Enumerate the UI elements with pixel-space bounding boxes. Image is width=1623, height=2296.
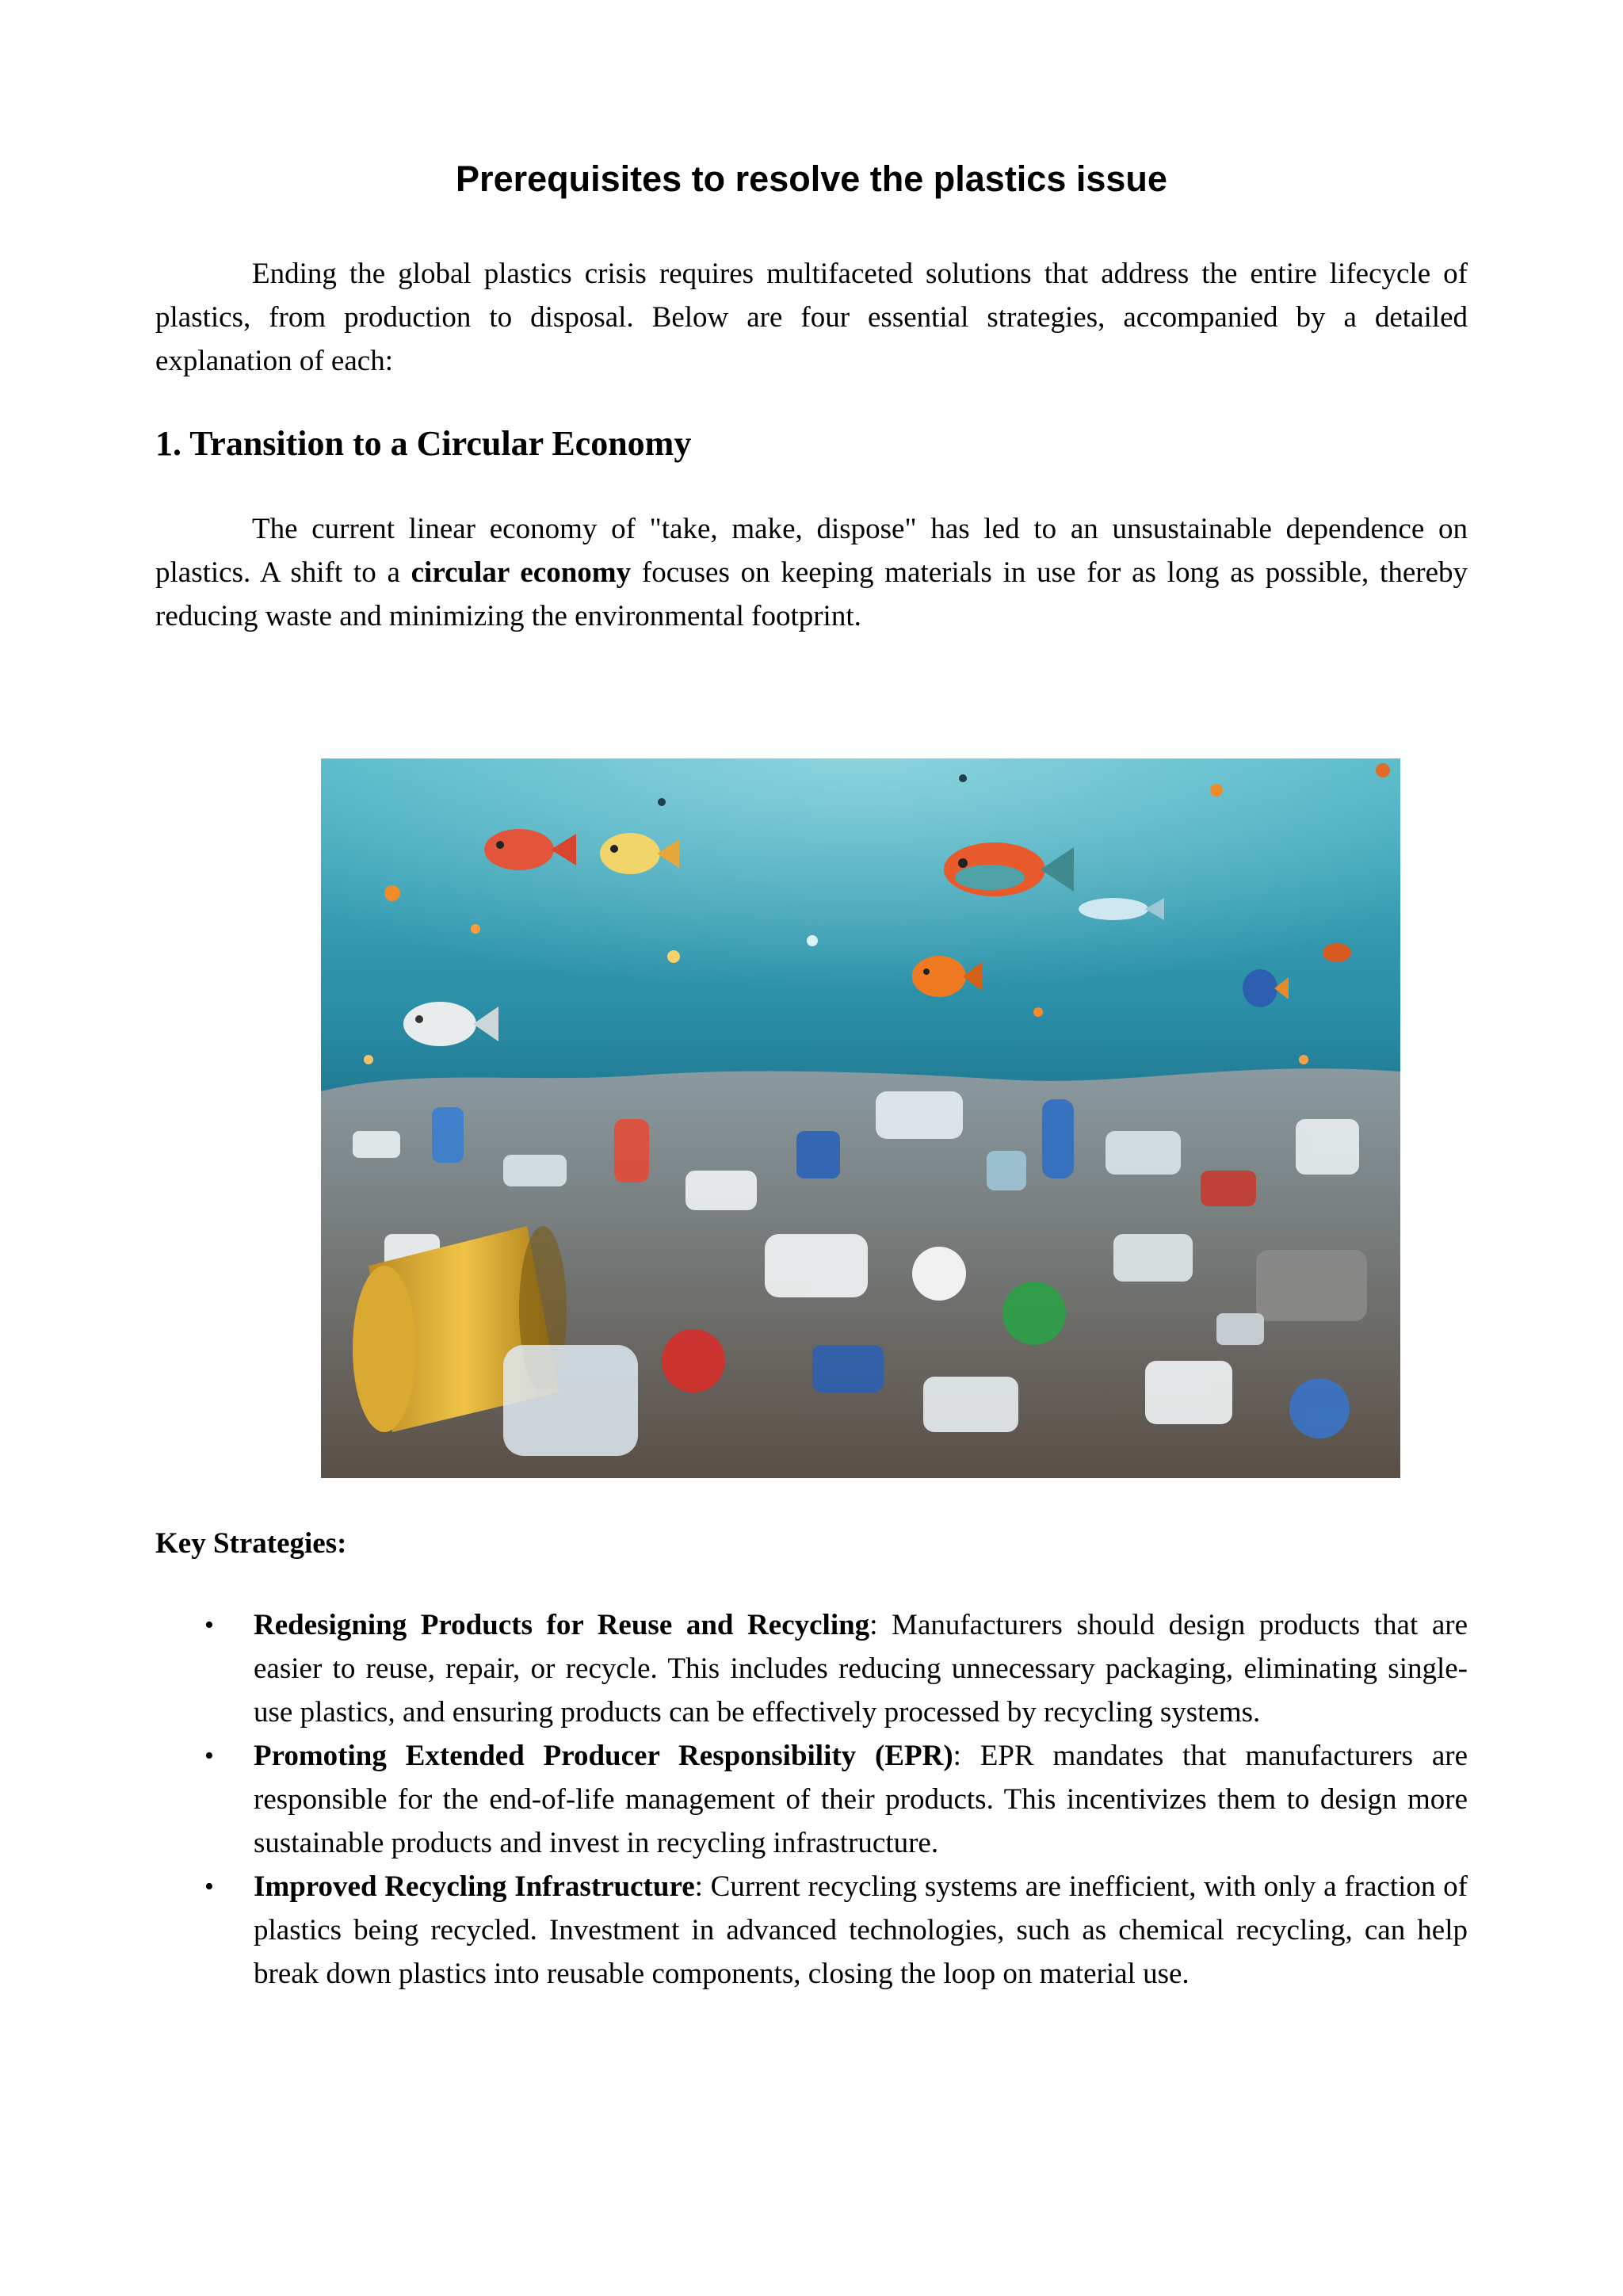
list-item <box>155 1603 1468 1734</box>
plastic-pollution-illustration <box>321 758 1400 1478</box>
list-item <box>155 1734 1468 1865</box>
paragraph-bold-term: circular economy <box>411 556 632 589</box>
section-heading: 1. Transition to a Circular Economy <box>155 424 692 463</box>
strategy-text: : Current recycling systems are inefficient, with only a fraction of plastics being recycled. Investment in advanced technologies, such as chemical recycling, can help break down plastics into reusable components, closing the loop on material use. <box>254 1870 1468 1990</box>
paragraph-text-start: The current linear economy of "take, make, dispose" has led to an unsustainable dependence on plastics. A shift to a <box>155 513 1468 589</box>
bullet-icon: • <box>204 1741 214 1771</box>
ocean-scene <box>321 758 1400 1478</box>
intro-text: Ending the global plastics crisis requires multifaceted solutions that address the entire lifecycle of plastics, from production to disposal. Below are four essential strategies, accompanied by a detailed explanation of each: <box>155 258 1468 377</box>
key-strategies-heading: Key Strategies: <box>155 1527 347 1560</box>
bullet-icon: • <box>204 1610 214 1640</box>
strategy-title: Redesigning Products for Reuse and Recycling <box>254 1609 870 1641</box>
strategy-title: Promoting Extended Producer Responsibility (EPR) <box>254 1740 953 1772</box>
strategy-title: Improved Recycling Infrastructure <box>254 1870 695 1903</box>
list-item <box>155 1865 1468 1996</box>
intro-paragraph <box>155 252 1468 383</box>
strategy-text: : Manufacturers should design products that are easier to reuse, repair, or recycle. This includes reducing unnecessary packaging, eliminating single-use plastics, and ensuring products can be effectively processed by recycling systems. <box>254 1609 1468 1729</box>
circular-economy-paragraph <box>155 507 1468 638</box>
paragraph-text-end: focuses on keeping materials in use for as long as possible, thereby reducing waste and minimizing the environmental footprint. <box>155 556 1468 632</box>
strategy-text: : EPR mandates that manufacturers are responsible for the end-of-life management of their products. This incentivizes them to design more sustainable products and invest in recycling infrastructure. <box>254 1740 1468 1859</box>
key-strategies-list <box>155 1603 1468 1996</box>
bullet-icon: • <box>204 1872 214 1901</box>
page-title: Prerequisites to resolve the plastics issue <box>456 159 1167 199</box>
